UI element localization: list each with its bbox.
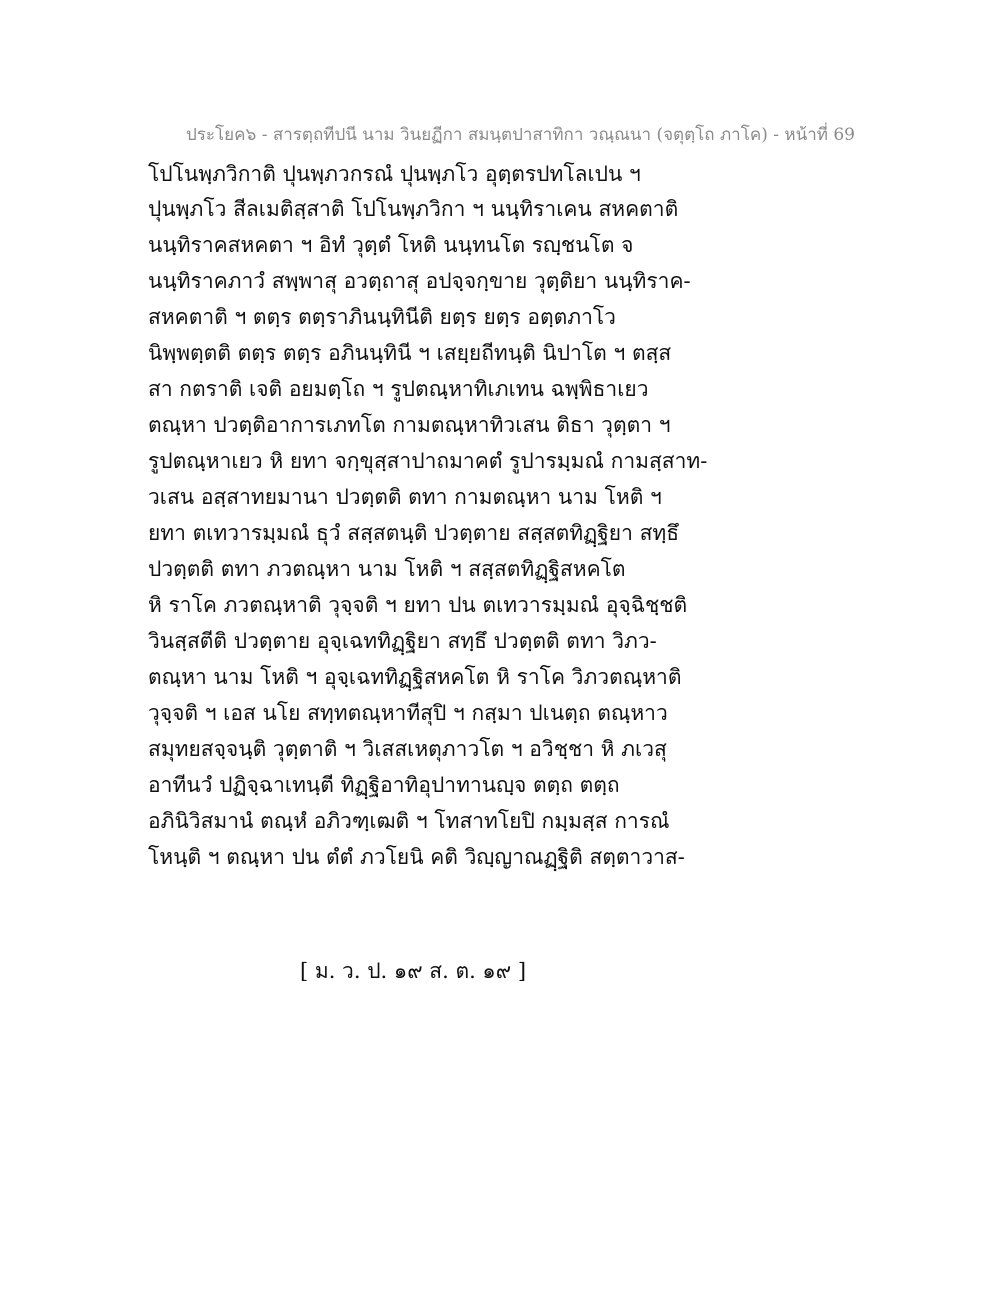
text-line: สมุทยสจฺจนฺติ วุตฺตาติ ฯ วิเสสเหตุภาวโต ฯ อวิชฺชา หิ ภเวสุ — [148, 737, 667, 761]
text-line: สา กตราติ เจติ อยมตฺโถ ฯ รูปตณฺหาทิเภเทน ฉพฺพิธาเยว — [148, 377, 649, 401]
text-line: ตณฺหา ปวตฺติอาการเภทโต กามตณฺหาทิวเสน ติธา วุตฺตา ฯ — [148, 413, 671, 437]
text-line: โหนฺติ ฯ ตณฺหา ปน ตํตํ ภวโยนิ คติ วิญฺญาณฏฺฐิติ สตฺตาวาส- — [148, 845, 685, 869]
source-reference: [ ม. ว. ป. ๑๙ ส. ต. ๑๙ ] — [300, 959, 527, 983]
text-line: หิ ราโค ภวตณฺหาติ วุจฺจติ ฯ ยทา ปน ตเทวารมฺมณํ อุจฺฉิชฺชติ — [148, 593, 688, 617]
text-line: นิพฺพตฺตติ ตตฺร ตตฺร อภินนฺทินี ฯ เสยฺยถีทนฺติ นิปาโต ฯ ตสฺส — [148, 341, 672, 365]
text-line: วเสน อสฺสาทยมานา ปวตฺตติ ตทา กามตณฺหา นาม โหติ ฯ — [148, 485, 662, 509]
text-line: อภินิวิสมานํ ตณฺหํ อภิวฑฺเฒติ ฯ โทสาทโยปิ กมฺมสฺส การณํ — [148, 809, 670, 833]
running-header: ประโยค๖ - สารตฺถทีปนี นาม วินยฏีกา สมนฺตปาสาทิกา วณฺณนา (จตุตฺโถ ภาโค) - หน้าที่ 69 — [186, 125, 855, 145]
body-text — [148, 156, 848, 875]
text-line: ยทา ตเทวารมฺมณํ ธุวํ สสฺสตนฺติ ปวตฺตาย สสฺสตทิฏฺฐิยา สทฺธึ — [148, 521, 680, 545]
text-line: ปวตฺตติ ตทา ภวตณฺหา นาม โหติ ฯ สสฺสตทิฏฺฐิสหคโต — [148, 557, 626, 581]
text-line: รูปตณฺหาเยว หิ ยทา จกฺขุสฺสาปาถมาคตํ รูปารมฺมณํ กามสฺสาท- — [148, 449, 708, 473]
text-line: นนฺทิราคภาวํ สพฺพาสุ อวตฺถาสุ อปจฺจกฺขาย วุตฺติยา นนฺทิราค- — [148, 269, 691, 293]
text-line: ตณฺหา นาม โหติ ฯ อุจฺเฉททิฏฺฐิสหคโต หิ ราโค วิภวตณฺหาติ — [148, 665, 682, 689]
text-line: วุจฺจติ ฯ เอส นโย สทฺทตณฺหาทีสุปิ ฯ กสฺมา ปเนตฺถ ตณฺหาว — [148, 701, 668, 725]
text-line: อาทีนวํ ปฏิจฺฉาเทนฺตี ทิฏฺฐิอาทิอุปาทานญฺจ ตตฺถ ตตฺถ — [148, 773, 620, 797]
text-line: ปุนพฺภโว สีลเมติสฺสาติ โปโนพฺภวิกา ฯ นนฺทิราเคน สหคตาติ — [148, 197, 679, 221]
text-line: สหคตาติ ฯ ตตฺร ตตฺราภินนฺทินีติ ยตฺร ยตฺร อตฺตภาโว — [148, 305, 616, 329]
text-line: นนฺทิราคสหคตา ฯ อิทํ วุตฺตํ โหติ นนฺทนโต รญฺชนโต จ — [148, 233, 634, 257]
text-line: วินสฺสตีติ ปวตฺตาย อุจฺเฉททิฏฺฐิยา สทฺธึ ปวตฺตติ ตทา วิภว- — [148, 629, 657, 653]
text-line: โปโนพฺภวิกาติ ปุนพฺภวกรณํ ปุนพฺภโว อุตฺตรปทโลเปน ฯ — [148, 162, 641, 186]
